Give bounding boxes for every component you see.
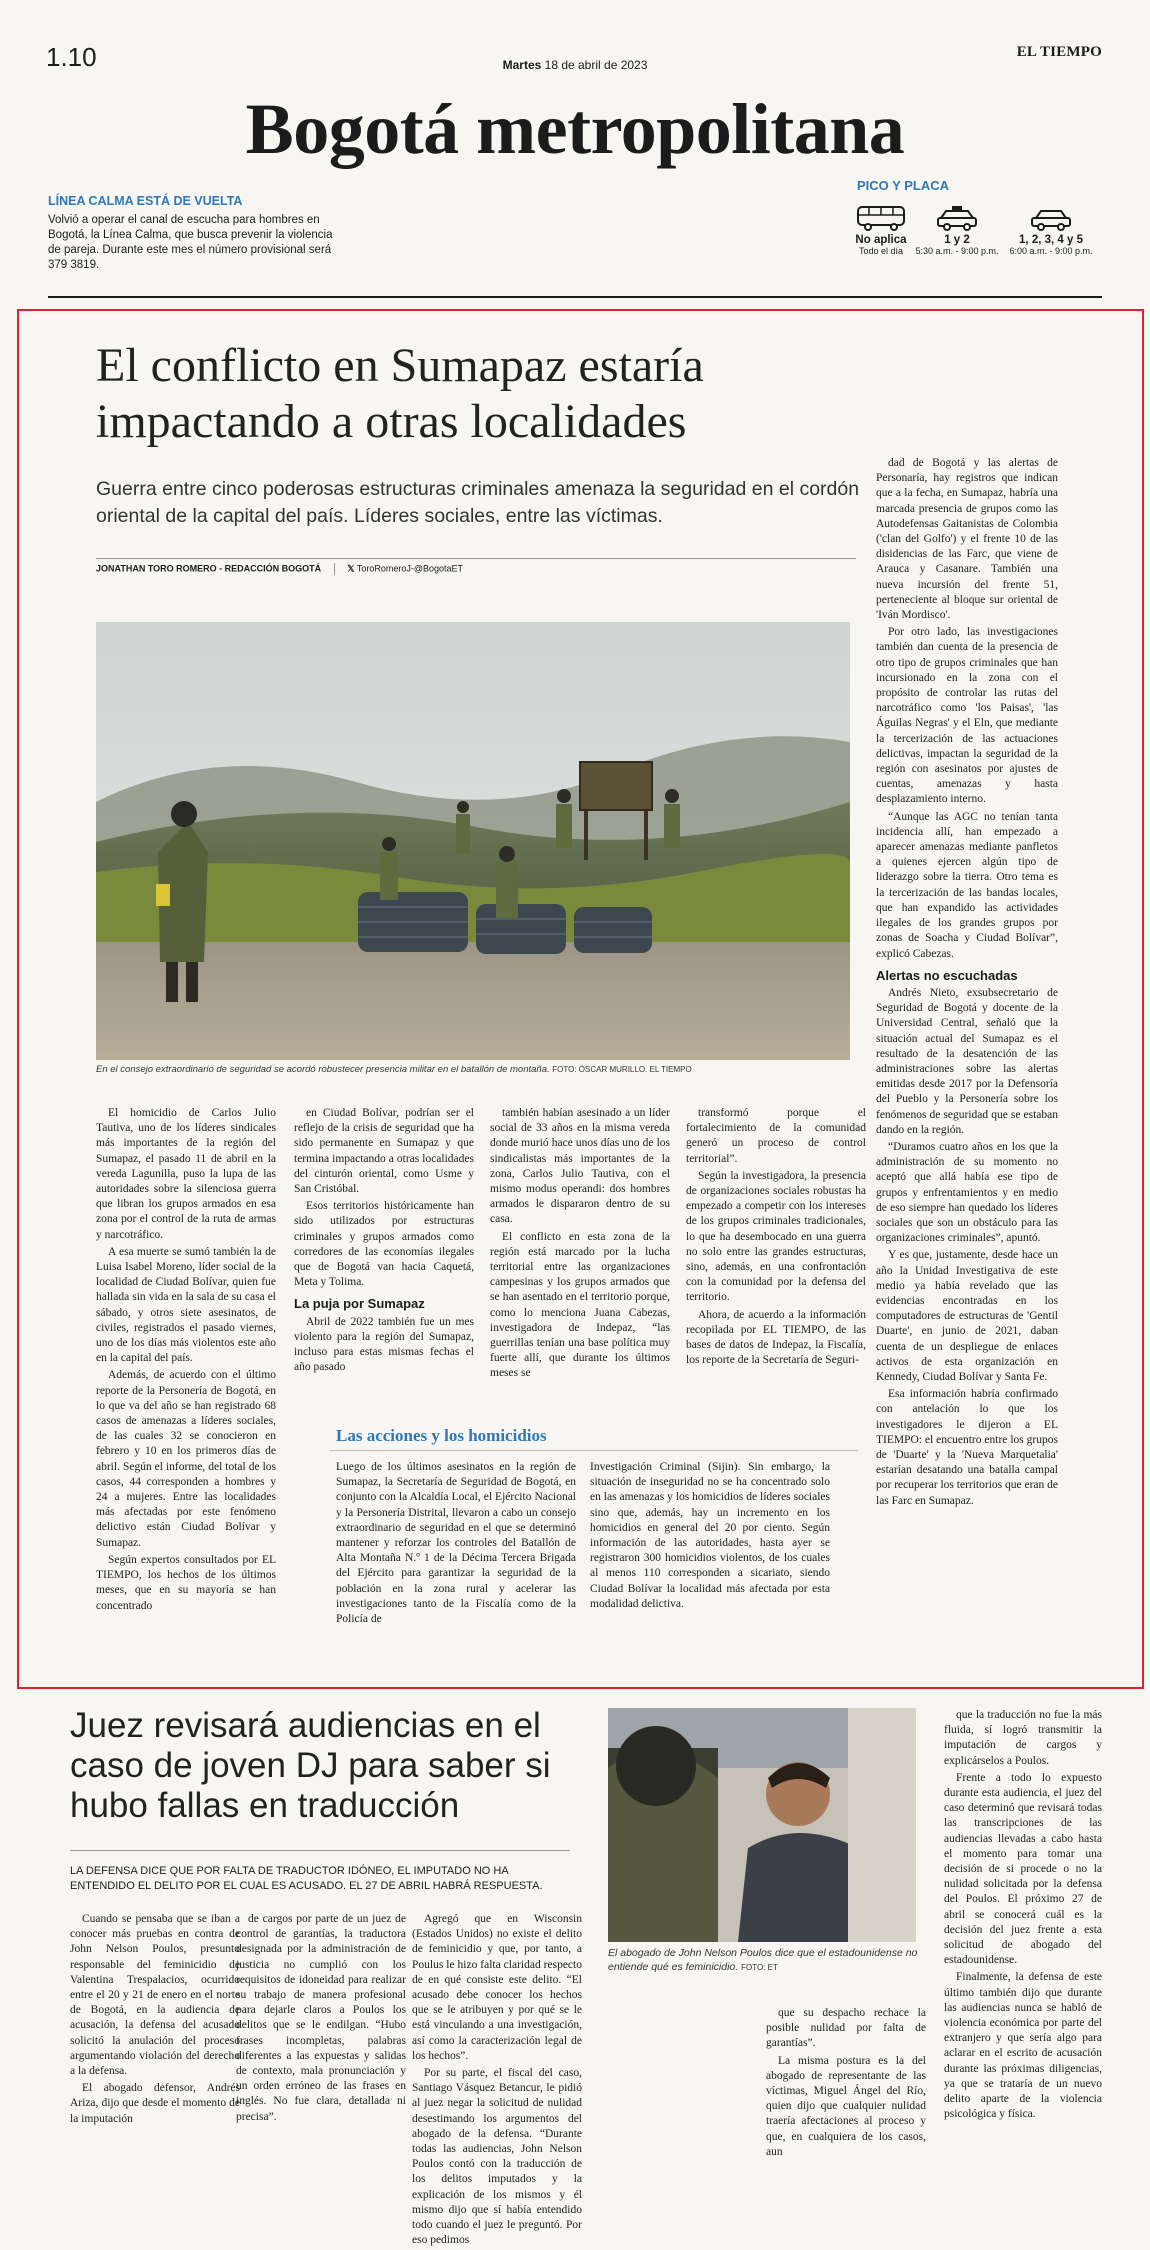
- bus-value: No aplica: [855, 234, 907, 246]
- byline: JONATHAN TORO ROMERO - REDACCIÓN BOGOTÁ: [96, 563, 322, 574]
- paragraph: Cuando se pensaba que se iban a conocer más pruebas en contra de John Nelson Poulos, presunto responsable del feminicidio de Valentina Trespalacios, ocurrido entre el 20 y 21 de enero en el norte de Bogotá, en la audiencia de acusación, la defensa del acusado solicitó la anulación del proceso argumentando violación del derecho a la defensa.: [70, 1913, 240, 2078]
- military-photo: [96, 622, 850, 1060]
- paragraph: La misma postura es la del abogado de representante de las víctimas, Miguel Ángel del Río, quien dijo que cualquier nulidad traería afectaciones al proceso y que, en cualquiera de los casos, aun: [766, 2054, 926, 2158]
- main-story-column-1: [96, 1106, 276, 1616]
- paragraph: “Duramos cuatro años en los que la administración de su momento no aceptó que allá había ese tipo de grupos y enfrentamientos y en medio de eso siempre han quedado los líderes sociales que son un obstáculo para las organizaciones criminales”, apuntó.: [876, 1140, 1058, 1245]
- paragraph: que la traducción no fue la más fluida, sí logró transmitir la imputación de cargos y explicárselos a Poulos.: [944, 1709, 1102, 1767]
- paragraph: El conflicto en esta zona de la región está marcado por la lucha territorial entre las organizaciones campesinas y los grupos armados que se han asentado en el territorio porque, como lo menciona Juana Cabezas, investigadora de Indepaz, “las guerrillas tenían una base política muy fuerte allí, que durante los últimos meses se: [490, 1230, 670, 1380]
- paragraph: Por su parte, el fiscal del caso, Santiago Vásquez Betancur, le pidió al juez negar la solicitud de nulidad desestimando los argumentos del abogado de la defensa. “Durante todas las audiencias, John Nelson Poulos contó con la traducción de los delitos imputados y la explicación de los mismos y él mismo dijo que sí había entendido todo cuando el juez le preguntó. Por eso pedimos: [412, 2067, 582, 2247]
- main-story-column-2: [294, 1106, 474, 1377]
- paragraph: Según expertos consultados por EL TIEMPO, los hechos de los últimos meses, que en su mayoría se han concentrado: [96, 1553, 276, 1612]
- section-title: Bogotá metropolitana: [245, 89, 905, 169]
- paragraph: Ahora, de acuerdo a la información recopilada por EL TIEMPO, de las bases de datos de Indepaz, la Fiscalía, los reporte de la Secretaría de Seguri-: [686, 1308, 866, 1367]
- paragraph: “Aunque las AGC no tenían tanta incidencia allí, han empezado a aparecer amenazas mediante panfletos a quienes ejercen algún tipo de liderazgo sobre la tierra. Otro tema es la tercerización de las bandas locales, que han expandido las actividades ilegales de los grandes grupos por zonas de Soacha y Ciudad Bolívar”, explicó Cabezas.: [876, 810, 1058, 960]
- header-divider: [48, 296, 1102, 298]
- car-value: 1, 2, 3, 4 y 5: [1019, 234, 1083, 246]
- paragraph: Luego de los últimos asesinatos en la región de Sumapaz, la Secretaría de Seguridad de Bogotá, en conjunto con la Alcaldía Local, el Ejército Nacional y la Personería Distrital, llevaron a cabo un consejo extraordinario de seguridad en el que se determinó mantener y reforzar los controles del Batallón de Alta Montaña N.º 1 de la Décima Tercera Brigada del Ejército para garantizar la seguridad de la población en la zona rural y acelerar las investigaciones tanto de la Fiscalía como de la Policía de: [336, 1461, 576, 1626]
- second-story-column-1: [70, 1912, 240, 2129]
- paragraph: Abril de 2022 también fue un mes violento para la región del Sumapaz, incluso para estas mismas fechas el año pasado: [294, 1315, 474, 1374]
- main-photo-caption: [96, 1064, 856, 1075]
- second-headline: Juez revisará audiencias en el caso de joven DJ para saber si hubo fallas en traducción: [70, 1706, 551, 1825]
- car-icon: [1029, 204, 1073, 232]
- paragraph: El homicidio de Carlos Julio Tautiva, uno de los líderes sindicales más importantes de la región del Sumapaz, el pasado 11 de abril en la vereda Lagunilla, puso la lupa de las autoridades sobre la silenciosa guerra que libran los grupos armados en esa zona por el control de la ruta de armas y narcotráfico.: [96, 1107, 276, 1241]
- main-photo-caption-text: En el consejo extraordinario de seguridad se acordó robustecer presencia militar en el batallón de montaña.: [96, 1064, 550, 1075]
- pico-y-placa-car: [1006, 204, 1096, 256]
- paragraph: Agregó que en Wisconsin (Estados Unidos) no existe el delito de feminicidio y que, por tanto, a Poulus le hizo falta claridad respecto de en qué consiste este delito. “El acusado debe conocer los hechos que se le atribuyen y por qué se le está vinculando a una investigación, así como la caracterización legal de los hechos”.: [412, 1913, 582, 2062]
- paragraph: A esa muerte se sumó también la de Luisa Isabel Moreno, líder social de la localidad de Ciudad Bolívar, quien fue hallada sin vida en la sala de su casa el sábado, y otros siete asesinatos, de civiles, registrados el pasado viernes, uno de los días más violentos este año en la capital del país.: [96, 1245, 276, 1365]
- paragraph: de cargos por parte de un juez de control de garantías, la traductora designada por la administración de justicia no cumplió con los requisitos de idoneidad para realizar su trabajo de manera profesional para dejarle claros a Poulos los delitos que se le endilgan. “Hubo frases incompletas, palabras diferentes a las expuestas y salidas de contexto, mala pronunciación y un orden erróneo de las frases en inglés. No fue clara, detallada ni precisa”.: [236, 1913, 406, 2123]
- main-headline: El conflicto en Sumapaz estaría impactando a otras localidades: [96, 339, 704, 448]
- paragraph: en Ciudad Bolívar, podrían ser el reflejo de la crisis de seguridad que ha sido permanente en Sumapaz y que termina impactando a otras localidades del cinturón oriental, como Usme y San Cristóbal.: [294, 1107, 474, 1196]
- paragraph: Según la investigadora, la presencia de organizaciones sociales robustas ha empezado a competir con los intereses de los grupos criminales tradicionales, lo que ha desembocado en una guerra no solo entre las grandes estructuras, sino, además, en una confrontación con la comunidad por la defensa del territorio.: [686, 1169, 866, 1304]
- paragraph: Finalmente, la defensa de este último también dijo que durante las audiencias nunca se habló de violencia económica por parte del extranjero y que sería algo para aclarar en el escrito de acusación durante las próximas diligencias, ya que se trataría de un nuevo delito aparte de la violencia psicológica y física.: [944, 1971, 1102, 2121]
- paragraph: dad de Bogotá y las alertas de Personaría, hay registros que indican que a la fecha, en Sumapaz, habría una marcada presencia de grupos como las Autodefensas Gaitanistas de Colombia ('clan del Golfo') y el frente 10 de las disidencias de las Farc, que viene de Arauca y Casanare. También una nueva incursión del frente 51, perteneciente al bloque sur oriental de 'Iván Mordisco'.: [876, 457, 1058, 622]
- paragraph: Investigación Criminal (Sijin). Sin embargo, la situación de inseguridad no se ha concentrado solo en las amenazas y los homicidios de líderes sociales sino que, además, hay un incremento en los homicidios en general del 20 por ciento. Según información de las autoridades, hasta ayer se registraron 300 homicidios violentos, de los cuales al menos 110 corresponden a sicariato, siendo Ciudad Bolívar la localidad más afectada por esta modalidad delictiva.: [590, 1461, 830, 1610]
- subhead-alertas: Alertas no escuchadas: [876, 967, 1018, 983]
- second-story-column-5: [944, 1708, 1102, 2124]
- brief-heading: LÍNEA CALMA ESTÁ DE VUELTA: [48, 194, 243, 208]
- main-story-column-3: [490, 1106, 670, 1384]
- paragraph: que su despacho rechace la posible nulidad por falta de garantías”.: [766, 2007, 926, 2050]
- paragraph: Frente a todo lo expuesto durante esta audiencia, el juez del caso determinó que revisará todas las transcripciones de las audiencias llevadas a cabo hasta el momento para tomar una decisión de si procede o no la nulidad solicitada por la defensa del Poulos. El próximo 27 de abril se conocerá cuál es la decisión del juez frente a esta solicitud de abogado del estadounidense.: [944, 1771, 1102, 1967]
- subhead-la-puja: La puja por Sumapaz: [294, 1296, 425, 1312]
- pico-y-placa-heading: PICO Y PLACA: [857, 178, 949, 193]
- taxi-value: 1 y 2: [944, 234, 970, 246]
- defendant-image: [608, 1708, 916, 1942]
- car-detail: 6:00 a.m. - 9:00 p.m.: [1009, 246, 1093, 256]
- soldiers-mountain-image: [96, 622, 850, 1060]
- second-story-column-2: [236, 1912, 406, 2127]
- sidebar-heading: Las acciones y los homicidios: [336, 1426, 547, 1445]
- paragraph: transformó porque el fortalecimiento de la comunidad generó un proceso de control territorial”.: [686, 1107, 866, 1165]
- sidebar-column-1: [336, 1460, 576, 1629]
- masthead: EL TIEMPO: [1016, 44, 1102, 60]
- paragraph: Andrés Nieto, exsubsecretario de Seguridad de Bogotá y docente de la Universidad Central, señaló que la situación actual del Sumapaz es el resultado de la desatención de las administraciones sobre las alertas emitidas desde 2017 por la Defensoría del Pueblo y la Personería sobre los fenómenos de seguridad que se estaban dando en la región.: [876, 986, 1058, 1136]
- byline-separator: [334, 563, 335, 575]
- main-deck: Guerra entre cinco poderosas estructuras criminales amenaza la seguridad en el cordón oriental de la capital del país. Líderes sociales, entre las víctimas.: [96, 478, 860, 527]
- twitter-icon: 𝕏: [347, 563, 355, 574]
- byline-row: [96, 558, 856, 575]
- page-number: 1.10: [46, 42, 97, 72]
- second-photo-caption: [608, 1946, 918, 1975]
- sidebar-column-2: [590, 1460, 830, 1614]
- issue-date-day: Martes: [502, 58, 542, 72]
- paragraph: El abogado defensor, Andrés Ariza, dijo que desde el momento de la imputación: [70, 2082, 240, 2125]
- second-photo-credit: FOTO: ET: [741, 1963, 778, 1972]
- sidebar-divider: [330, 1450, 858, 1451]
- second-photo-caption-text: El abogado de John Nelson Poulos dice que el estadounidense no entiende qué es feminicidio.: [608, 1947, 918, 1973]
- main-photo-credit: FOTO: ÓSCAR MURILLO. EL TIEMPO: [552, 1065, 692, 1074]
- main-story-column-4: [686, 1106, 866, 1370]
- pico-y-placa-taxi: [912, 204, 1002, 256]
- issue-date-rest: 18 de abril de 2023: [544, 58, 648, 72]
- paragraph: Esos territorios históricamente han sido utilizados por estructuras criminales y grupos armados como corredores de las economías ilegales que de Bogotá van hacia Caquetá, Meta y Tolima.: [294, 1200, 474, 1289]
- taxi-detail: 5:30 a.m. - 9:00 p.m.: [915, 246, 999, 256]
- social-handle: ToroRomeroJ-@BogotaET: [356, 563, 463, 574]
- paragraph: Y es que, justamente, desde hace un año la Unidad Investigativa de este medio ya había revelado que las evidencias encontradas en los computadores de estructuras de 'Gentil Duarte', en junio de 2021, daban cuenta de un despliegue de enlaces activos de esta organización en Kennedy, Ciudad Bolívar y Santa Fe.: [876, 1249, 1058, 1383]
- paragraph: Además, de acuerdo con el último reporte de la Personería de Bogotá, en lo que va del año se han registrado 68 casos de amenazas a líderes sociales, de las cuales 32 se conocieron en febrero y 10 en los primeros días de abril. Según el informe, del total de los casos, 44 corresponden a hombres y 24 a mujeres. Entre las localidades más afectadas por este fenómeno delictivo están Ciudad Bolívar y Sumapaz.: [96, 1369, 276, 1549]
- second-story-divider: [70, 1850, 570, 1851]
- taxi-icon: [935, 204, 979, 232]
- issue-date: [0, 58, 1150, 72]
- paragraph: Esa información habría confirmado con antelación lo que los investigadores le dijeron a EL TIEMPO: el encuentro entre los grupos de 'Duarte' y la 'Nueva Marquetalia' estarían desatando una batalla campal por recuperar los territorios que eran de las Farc en Sumapaz.: [876, 1388, 1059, 1507]
- second-story-column-4: [766, 2006, 926, 2162]
- paragraph: también habían asesinado a un líder social de 33 años en la misma vereda donde murió hace unos días uno de los sindicalistas más importantes de la zona, Carlos Julio Tautiva, con el mismo modus operandi: dos hombres armados le dispararon dentro de su casa.: [490, 1107, 670, 1226]
- courtroom-photo: [608, 1708, 916, 1942]
- second-deck: LA DEFENSA DICE QUE POR FALTA DE TRADUCTOR IDÓNEO, EL IMPUTADO NO HA ENTENDIDO EL DELITO POR EL CUAL ES ACUSADO. EL 27 DE ABRIL HABRÁ RESPUESTA.: [70, 1865, 543, 1892]
- brief-text: Volvió a operar el canal de escucha para hombres en Bogotá, la Línea Calma, que busca prevenir la violencia de pareja. Durante este mes el número provisional será 379 3819.: [48, 214, 333, 271]
- bus-icon: [855, 204, 907, 232]
- paragraph: Por otro lado, las investigaciones también dan cuenta de la presencia de otro tipo de grupos criminales que han incursionado en la zona con el propósito de controlar las rutas del narcotráfico como 'los Paisas', 'las Águilas Negras' y el Eln, que mediante la tercerización de las actuaciones delictivas, impactan la seguridad de la región con asesinatos por ajustes de cuentas, amenazas y hasta desplazamiento interno.: [876, 626, 1058, 806]
- second-story-column-3: [412, 1912, 582, 2250]
- main-story-right-column: [876, 456, 1058, 1511]
- bus-detail: Todo el día: [858, 246, 904, 256]
